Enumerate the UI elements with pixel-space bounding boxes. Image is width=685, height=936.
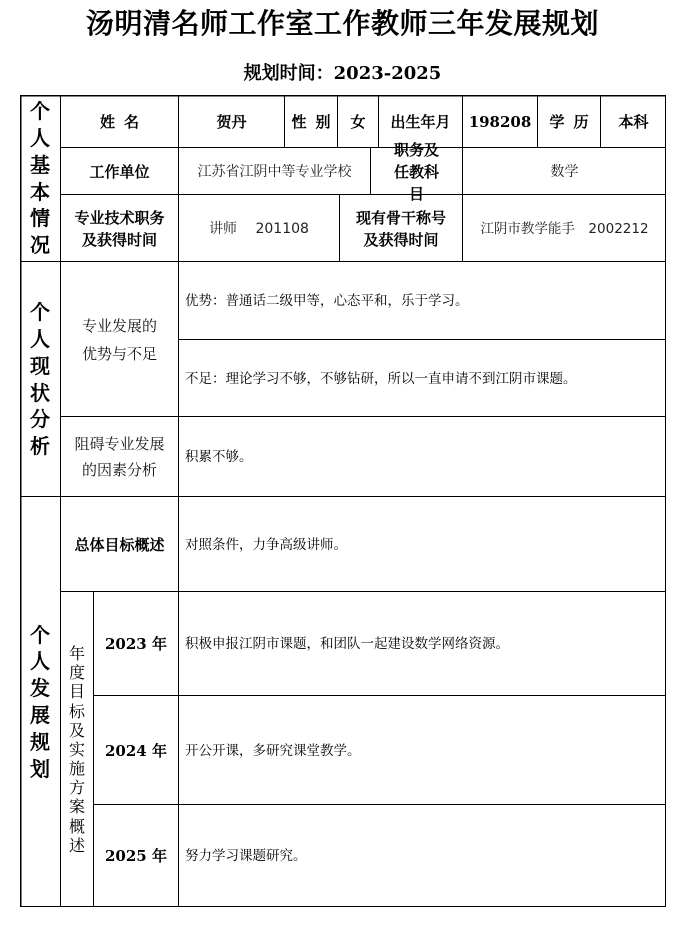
annual-goals-label: 年度目标及实施方案概述 [68, 643, 85, 855]
strengths-weakness-label: 专业发展的优势与不足 [81, 316, 157, 363]
section-label-development-plan: 个人发展规划 [30, 622, 50, 781]
tech-title-label: 专业技术职务及获得时间 [74, 208, 165, 249]
overall-goal-text: 对照条件，力争高级讲师。 [185, 536, 347, 553]
position-value: 数学 [550, 163, 579, 180]
gender-label: 性别 [291, 112, 340, 131]
position-label: 职务及任教科目 [393, 140, 439, 203]
page-title: 汤明清名师工作室工作教师三年发展规划 [85, 7, 599, 40]
overall-goal-label: 总体目标概述 [74, 535, 165, 554]
education-value: 本科 [618, 112, 649, 131]
weakness-text: 不足：理论学习不够，不够钻研，所以一直申请不到江阴市课题。 [185, 370, 577, 387]
tech-title-value: 讲师 201108 [209, 220, 309, 237]
year-2025-plan: 努力学习课题研究。 [185, 848, 307, 864]
section-label-basic-info: 个人基本情况 [30, 99, 50, 258]
workplace-value: 江苏省江阴中等专业学校 [197, 163, 352, 180]
year-2023-plan: 积极申报江阴市课题，和团队一起建设数学网络资源。 [185, 636, 509, 652]
birth-value: 198208 [468, 112, 532, 131]
year-2024-plan: 开公开课，多研究课堂教学。 [185, 742, 361, 759]
birth-label: 出生年月 [390, 112, 451, 131]
year-2024-label: 2024 年 [105, 741, 167, 760]
section-label-status-analysis: 个人现状分析 [30, 300, 50, 459]
plan-period: 规划时间：2023-2025 [243, 63, 442, 84]
plan-form-table [20, 95, 666, 907]
backbone-title-label: 现有骨干称号及获得时间 [355, 208, 446, 249]
name-label: 姓名 [99, 112, 148, 131]
education-label: 学历 [549, 112, 598, 131]
workplace-label: 工作单位 [89, 162, 150, 181]
year-2025-label: 2025 年 [105, 847, 167, 865]
name-value: 贺丹 [216, 112, 247, 131]
obstacle-label: 阻碍专业发展的因素分析 [74, 435, 165, 479]
gender-value: 女 [350, 112, 366, 131]
obstacle-text: 积累不够。 [185, 449, 253, 465]
strengths-text: 优势：普通话二级甲等，心态平和，乐于学习。 [185, 293, 469, 309]
backbone-title-value: 江阴市教学能手 2002212 [480, 220, 649, 237]
year-2023-label: 2023 年 [105, 635, 167, 653]
